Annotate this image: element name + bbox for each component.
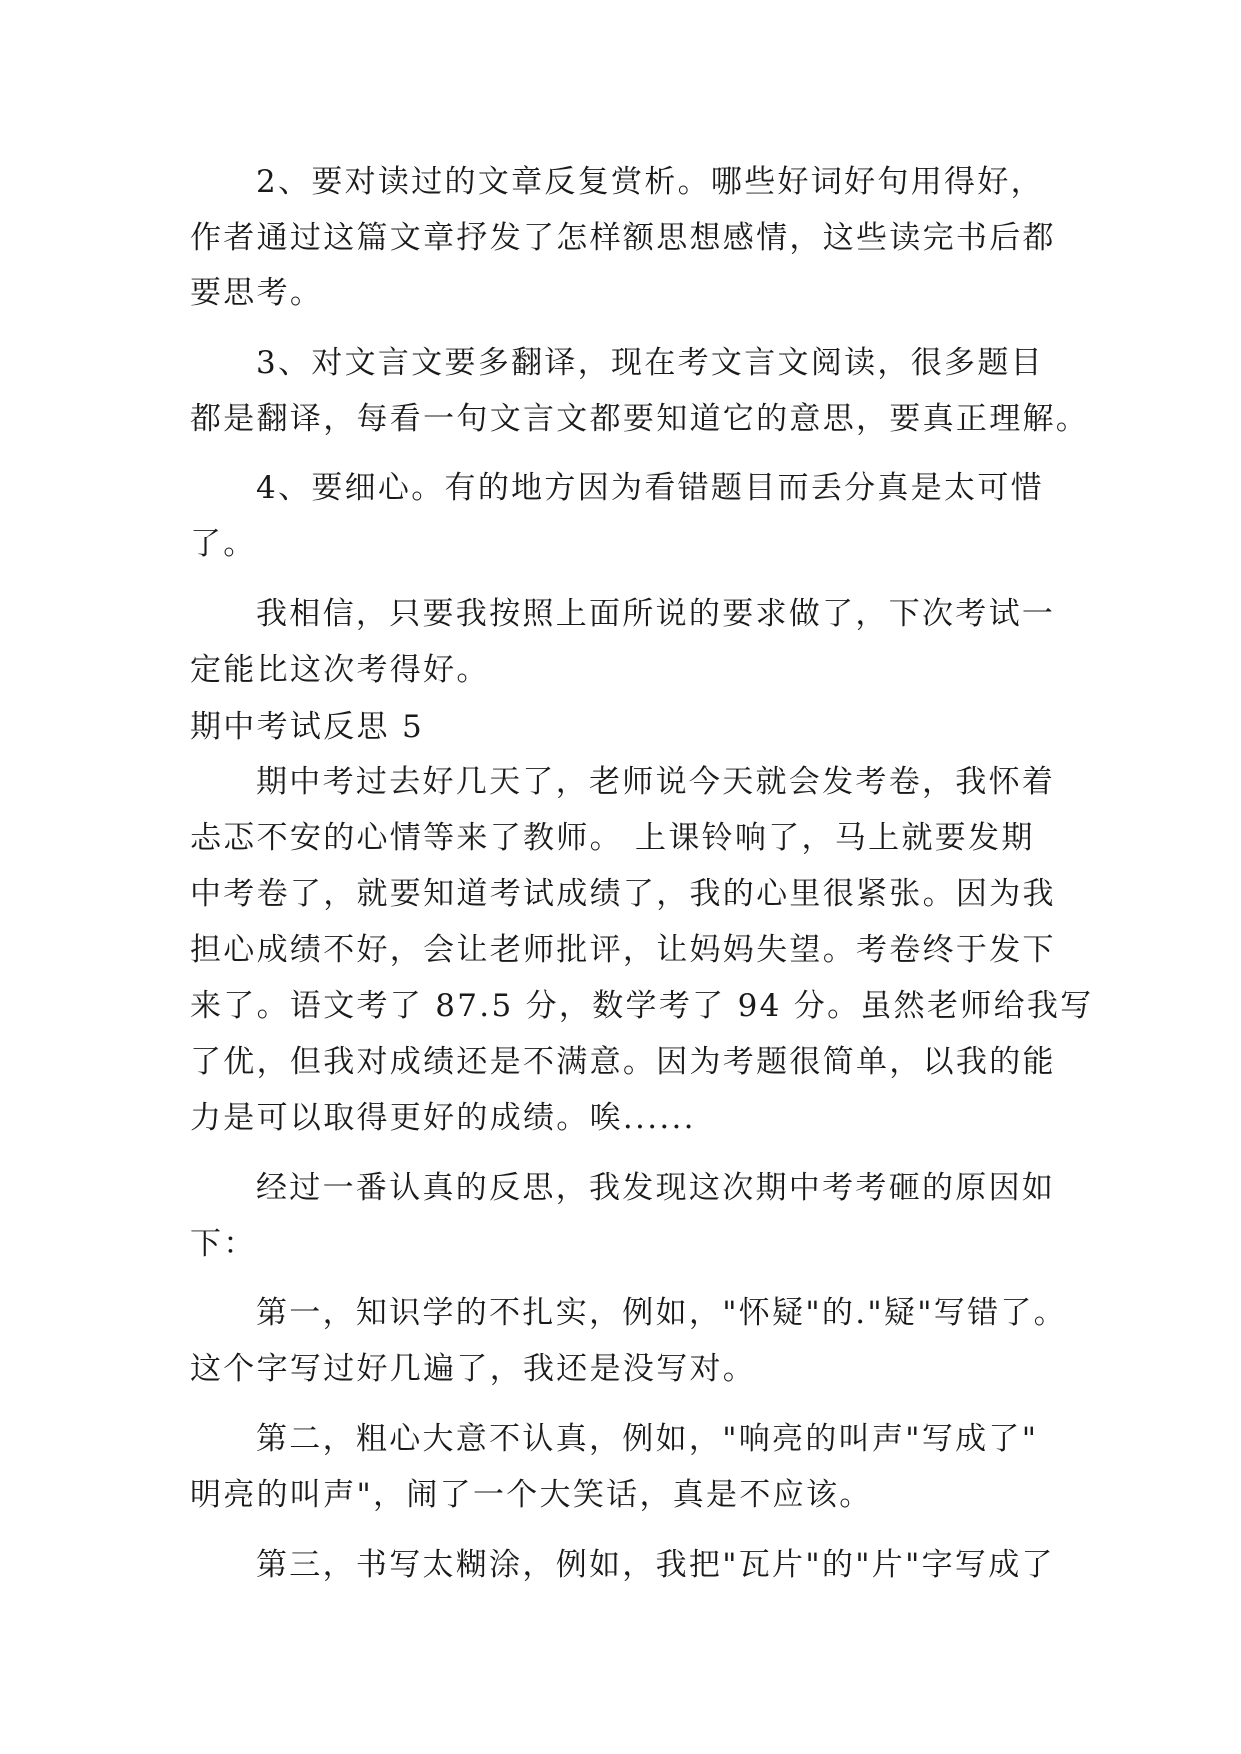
text-line: 4、要细心。有的地方因为看错题目而丢分真是太可惜 [256, 470, 1044, 506]
text-line: 经过一番认真的反思，我发现这次期中考考砸的原因如 [256, 1170, 1056, 1206]
text-line: 我相信，只要我按照上面所说的要求做了，下次考试一 [256, 596, 1056, 632]
text-line: 第三，书写太糊涂，例如，我把"瓦片"的"片"字写成了 [256, 1547, 1055, 1583]
text-line: 担心成绩不好，会让老师批评，让妈妈失望。考卷终于发下 [190, 932, 1056, 968]
text-line: 这个字写过好几遍了，我还是没写对。 [190, 1351, 757, 1387]
text-line: 力是可以取得更好的成绩。唉...... [190, 1100, 696, 1136]
text-line: 了优，但我对成绩还是不满意。因为考题很简单，以我的能 [190, 1044, 1056, 1080]
text-line: 第一，知识学的不扎实，例如，"怀疑"的."疑"写错了。 [256, 1295, 1067, 1331]
text-line: 下： [190, 1226, 257, 1262]
text-line: 了。 [190, 526, 257, 562]
text-line: 3、对文言文要多翻译，现在考文言文阅读，很多题目 [256, 345, 1044, 381]
text-line: 来了。语文考了 87.5 分，数学考了 94 分。虽然老师给我写 [190, 988, 1094, 1024]
text-line: 中考卷了，就要知道考试成绩了，我的心里很紧张。因为我 [190, 876, 1056, 912]
text-line: 第二，粗心大意不认真，例如，"响亮的叫声"写成了" [256, 1421, 1039, 1457]
text-line: 期中考过去好几天了，老师说今天就会发考卷，我怀着 [256, 764, 1056, 800]
text-line: 都是翻译，每看一句文言文都要知道它的意思，要真正理解。 [190, 401, 1090, 437]
text-line: 明亮的叫声"，闹了一个大笑话，真是不应该。 [190, 1477, 873, 1513]
text-line: 要思考。 [190, 275, 324, 311]
text-line: 忐忑不安的心情等来了教师。 上课铃响了，马上就要发期 [190, 820, 1035, 856]
section-heading: 期中考试反思 5 [190, 709, 424, 745]
text-line: 作者通过这篇文章抒发了怎样额思想感情，这些读完书后都 [190, 220, 1056, 256]
text-line: 2、要对读过的文章反复赏析。哪些好词好句用得好， [256, 164, 1044, 200]
text-line: 定能比这次考得好。 [190, 652, 490, 688]
